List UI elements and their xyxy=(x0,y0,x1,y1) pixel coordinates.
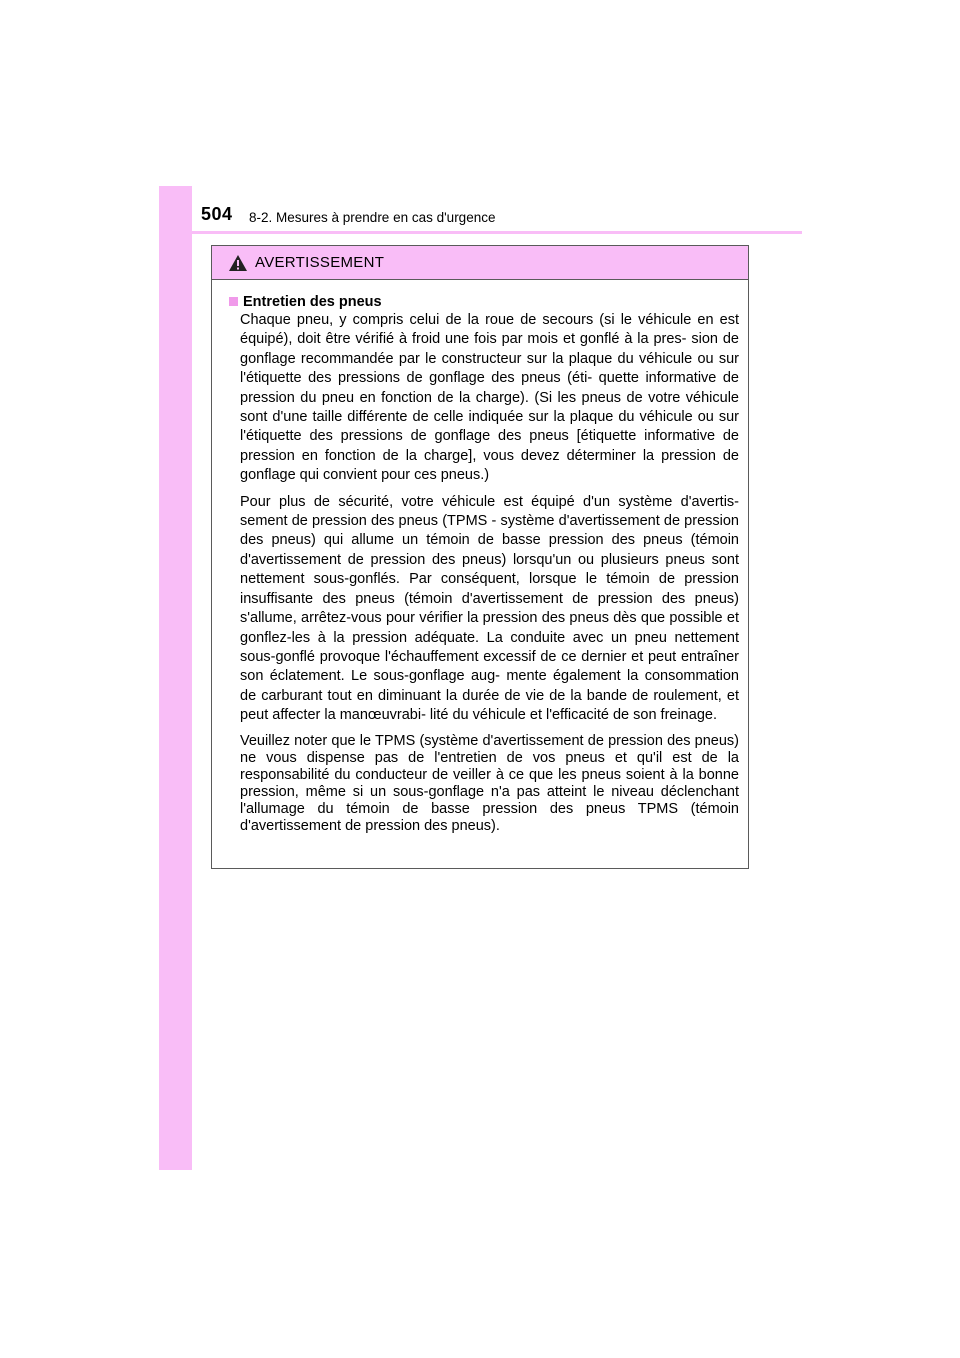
side-tab-strip xyxy=(159,186,192,1170)
section-title: 8-2. Mesures à prendre en cas d'urgence xyxy=(249,210,496,225)
warning-box xyxy=(211,245,749,869)
header-tab xyxy=(159,186,192,232)
bullet-square-icon xyxy=(229,297,238,306)
paragraph-1: Chaque pneu, y compris celui de la roue de secours (si le véhicule en est équipé), doit être vérifié à froid une fois par mois et gonflé à la pres- sion de gonflage recommandée par le constructeur sur la plaque du véhicule ou sur l'étiquette des pressions de gonflage des pneus (éti- quette informative de pression du pneu en fonction de la charge). (Si les pneus de votre véhicule sont d'une taille différente de celle indiquée sur la plaque du véhicule ou sur l'étiquette des pressions de gonflage des pneus [étiquette informative de pression en fonction de la charge], vous devez déterminer la pression de gonflage qui convient pour ces pneus.) xyxy=(240,312,739,484)
warning-triangle-icon xyxy=(228,254,248,272)
section-heading xyxy=(229,292,739,311)
warning-header xyxy=(212,246,748,280)
section-heading-text: Entretien des pneus xyxy=(243,293,382,310)
paragraph-2: Pour plus de sécurité, votre véhicule est équipé d'un système d'avertis- sement de pression des pneus (TPMS - système d'avertissement de pression des pneus) qui allume un témoin de basse pression des pneus (témoin d'avertissement de pression des pneus) lorsqu'un ou plusieurs pneus sont nettement sous-gonflés. Par conséquent, lorsque le témoin de pression insuffisante des pneus (témoin d'avertissement de pression des pneus) s'allume, arrêtez-vous pour vérifier la pression des pneus dès que possible et gonflez-les à la pression adéquate. La conduite avec un pneu nettement sous-gonflé provoque l'échauffement excessif de ce dernier et peut entraîner son éclatement. Le sous-gonflage aug- mente également la consommation de carburant tout en diminuant la durée de vie de la bande de roulement, et peut affecter la manœuvrabi- lité du véhicule et l'efficacité de son freinage. xyxy=(240,493,739,724)
warning-body xyxy=(212,280,748,835)
warning-label: AVERTISSEMENT xyxy=(255,254,385,271)
page-number: 504 xyxy=(201,204,233,224)
paragraph-3: Veuillez noter que le TPMS (système d'avertissement de pression des pneus) ne vous dispense pas de l'entretien de vos pneus et qu'il est de la responsabilité du conducteur de veiller à ce que les pneus soient à la bonne pression, même si un sous-gonflage n'a pas atteint le niveau déclenchant l'allumage du témoin de basse pression des pneus TPMS (témoin d'avertissement de pression des pneus). xyxy=(240,732,739,834)
header-divider xyxy=(192,231,802,234)
